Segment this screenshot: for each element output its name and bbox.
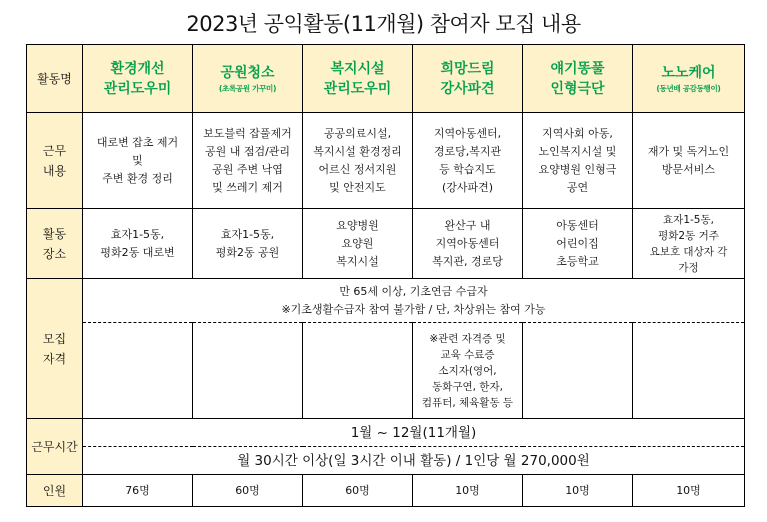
activity-name-cell [523,45,633,113]
row-label-line: 자격 [42,351,67,366]
activity-place-cell [413,209,523,279]
place-line: 효자1-5동, [110,227,165,241]
content-line: 방문서비스 [661,162,716,176]
place-line: 평화2동 대로변 [100,245,175,259]
qualification-extra-row [27,323,745,419]
content-line: 노인복지시설 및 [538,144,617,158]
work-period-cell: 1월 ~ 12월(11개월) [83,419,745,447]
activity-name-line: 관리도우미 [103,80,172,97]
place-line: 효자1-5동, [220,227,275,241]
place-line: 아동센터 [556,218,599,232]
work-content-row [27,113,745,209]
row-label-line: 근무 [42,143,67,158]
activity-name-line: 공원청소 [220,64,275,81]
activity-name-line: 얘기똥풀 [550,60,605,77]
row-label-line: 장소 [42,246,67,261]
work-content-cell [303,113,413,209]
activity-name-cell [633,45,745,113]
qualification-extra-line: ※관련 자격증 및 [429,332,506,345]
activity-name-line: 관리도우미 [323,80,392,97]
activity-name-line: 환경개선 [110,60,165,77]
activity-place-cell [193,209,303,279]
content-line: 보도블럭 잡풀제거 [203,126,292,140]
content-line: 재가 및 독거노인 [647,144,730,158]
row-label-activity-place [27,209,83,279]
activity-place-cell [303,209,413,279]
content-line: 공원 주변 낙엽 [212,162,283,176]
work-period-row [27,419,745,447]
activity-name-line: 노노케어 [661,64,716,81]
place-line: 어린이집 [556,236,599,250]
row-label-work-time: 근무시간 [27,419,83,475]
place-line: 평화2동 거주 [658,229,719,242]
qualification-extra-line: 소지자(영어, [438,364,497,377]
place-line: 지역아동센터 [435,236,500,250]
activity-subtitle: (동년배 공감동행이) [656,83,721,93]
qualification-extra-line: 동화구연, 한자, [432,380,503,393]
activity-name-cell [193,45,303,113]
headcount-row [27,475,745,507]
qualification-line: ※기초생활수급자 참여 불가함 / 단, 차상위는 참여 가능 [281,302,546,316]
content-line: 주변 환경 정리 [102,171,173,185]
place-line: 요양병원 [336,218,379,232]
activity-name-cell [413,45,523,113]
content-line: 및 안전지도 [329,180,386,194]
work-content-cell [633,113,745,209]
page-title: 2023년 공익활동(11개월) 참여자 모집 내용 [186,12,581,36]
content-line: 공연 [566,180,589,194]
row-label-headcount: 인원 [27,475,83,507]
place-line: 완산구 내 [444,218,491,232]
row-label-line: 활동 [42,226,67,241]
content-line: 공공의료시설, [323,126,392,140]
activity-place-cell [83,209,193,279]
content-line: 및 쓰레기 제거 [212,180,283,194]
activity-name-row [27,45,745,113]
recruitment-table [26,44,745,507]
work-content-cell [83,113,193,209]
row-label-qualification [27,279,83,419]
content-line: 공원 내 점검/관리 [204,144,291,158]
activity-name-cell [303,45,413,113]
place-line: 평화2동 공원 [215,245,280,259]
row-label-line: 내용 [42,163,67,178]
headcount-cell: 10명 [413,475,523,507]
content-line: 및 [132,153,143,167]
qualification-line: 만 65세 이상, 기초연금 수급자 [339,284,488,298]
headcount-cell: 10명 [633,475,745,507]
work-hours-row [27,447,745,475]
activity-place-row [27,209,745,279]
activity-name-line: 강사파견 [440,80,495,97]
content-line: 지역사회 아동, [542,126,613,140]
activity-name-line: 복지시설 [330,60,385,77]
place-line: 가정 [678,261,699,274]
row-label-line: 모집 [42,331,67,346]
work-hours-cell: 월 30시간 이상(일 3시간 이내 활동) / 1인당 월 270,000원 [83,447,745,475]
content-line: 경로당,복지관 [433,144,502,158]
content-line: 복지시설 환경정리 [313,144,402,158]
content-line: 요양병원 인형극 [538,162,617,176]
work-content-cell [523,113,633,209]
row-label-work-content [27,113,83,209]
work-content-cell [193,113,303,209]
place-line: 초등학교 [556,254,599,268]
content-line: 어르신 정서지원 [318,162,397,176]
place-line: 요양원 [341,236,374,250]
qualification-extra-cell [303,323,413,419]
headcount-cell: 60명 [303,475,413,507]
qualification-extra-line: 컴퓨터, 체육활동 등 [421,396,514,409]
content-line: 대로변 잡초 제거 [96,135,179,149]
headcount-cell: 76명 [83,475,193,507]
qualification-common-cell [83,279,745,323]
row-label-activity-name: 활동명 [27,45,83,113]
activity-name-line: 인형극단 [550,80,605,97]
content-line: 지역아동센터, [433,126,502,140]
headcount-cell: 60명 [193,475,303,507]
qualification-extra-cell [83,323,193,419]
content-line: 등 학습지도 [439,162,496,176]
place-line: 복지관, 경로당 [432,254,503,268]
qualification-extra-line: 교육 수료증 [440,348,495,361]
activity-name-cell [83,45,193,113]
qualification-extra-cell [193,323,303,419]
content-line: (강사파견) [441,180,494,194]
qualification-extra-cell [523,323,633,419]
qualification-extra-cell [413,323,523,419]
activity-place-cell [523,209,633,279]
work-content-cell [413,113,523,209]
qualification-common-row [27,279,745,323]
place-line: 요보호 대상자 각 [649,245,728,258]
qualification-extra-cell [633,323,745,419]
headcount-cell: 10명 [523,475,633,507]
activity-place-cell [633,209,745,279]
place-line: 복지시설 [336,254,379,268]
activity-name-line: 희망드림 [440,60,495,77]
activity-subtitle: (초록공원 가꾸미) [218,83,277,93]
place-line: 효자1-5동, [663,213,714,226]
